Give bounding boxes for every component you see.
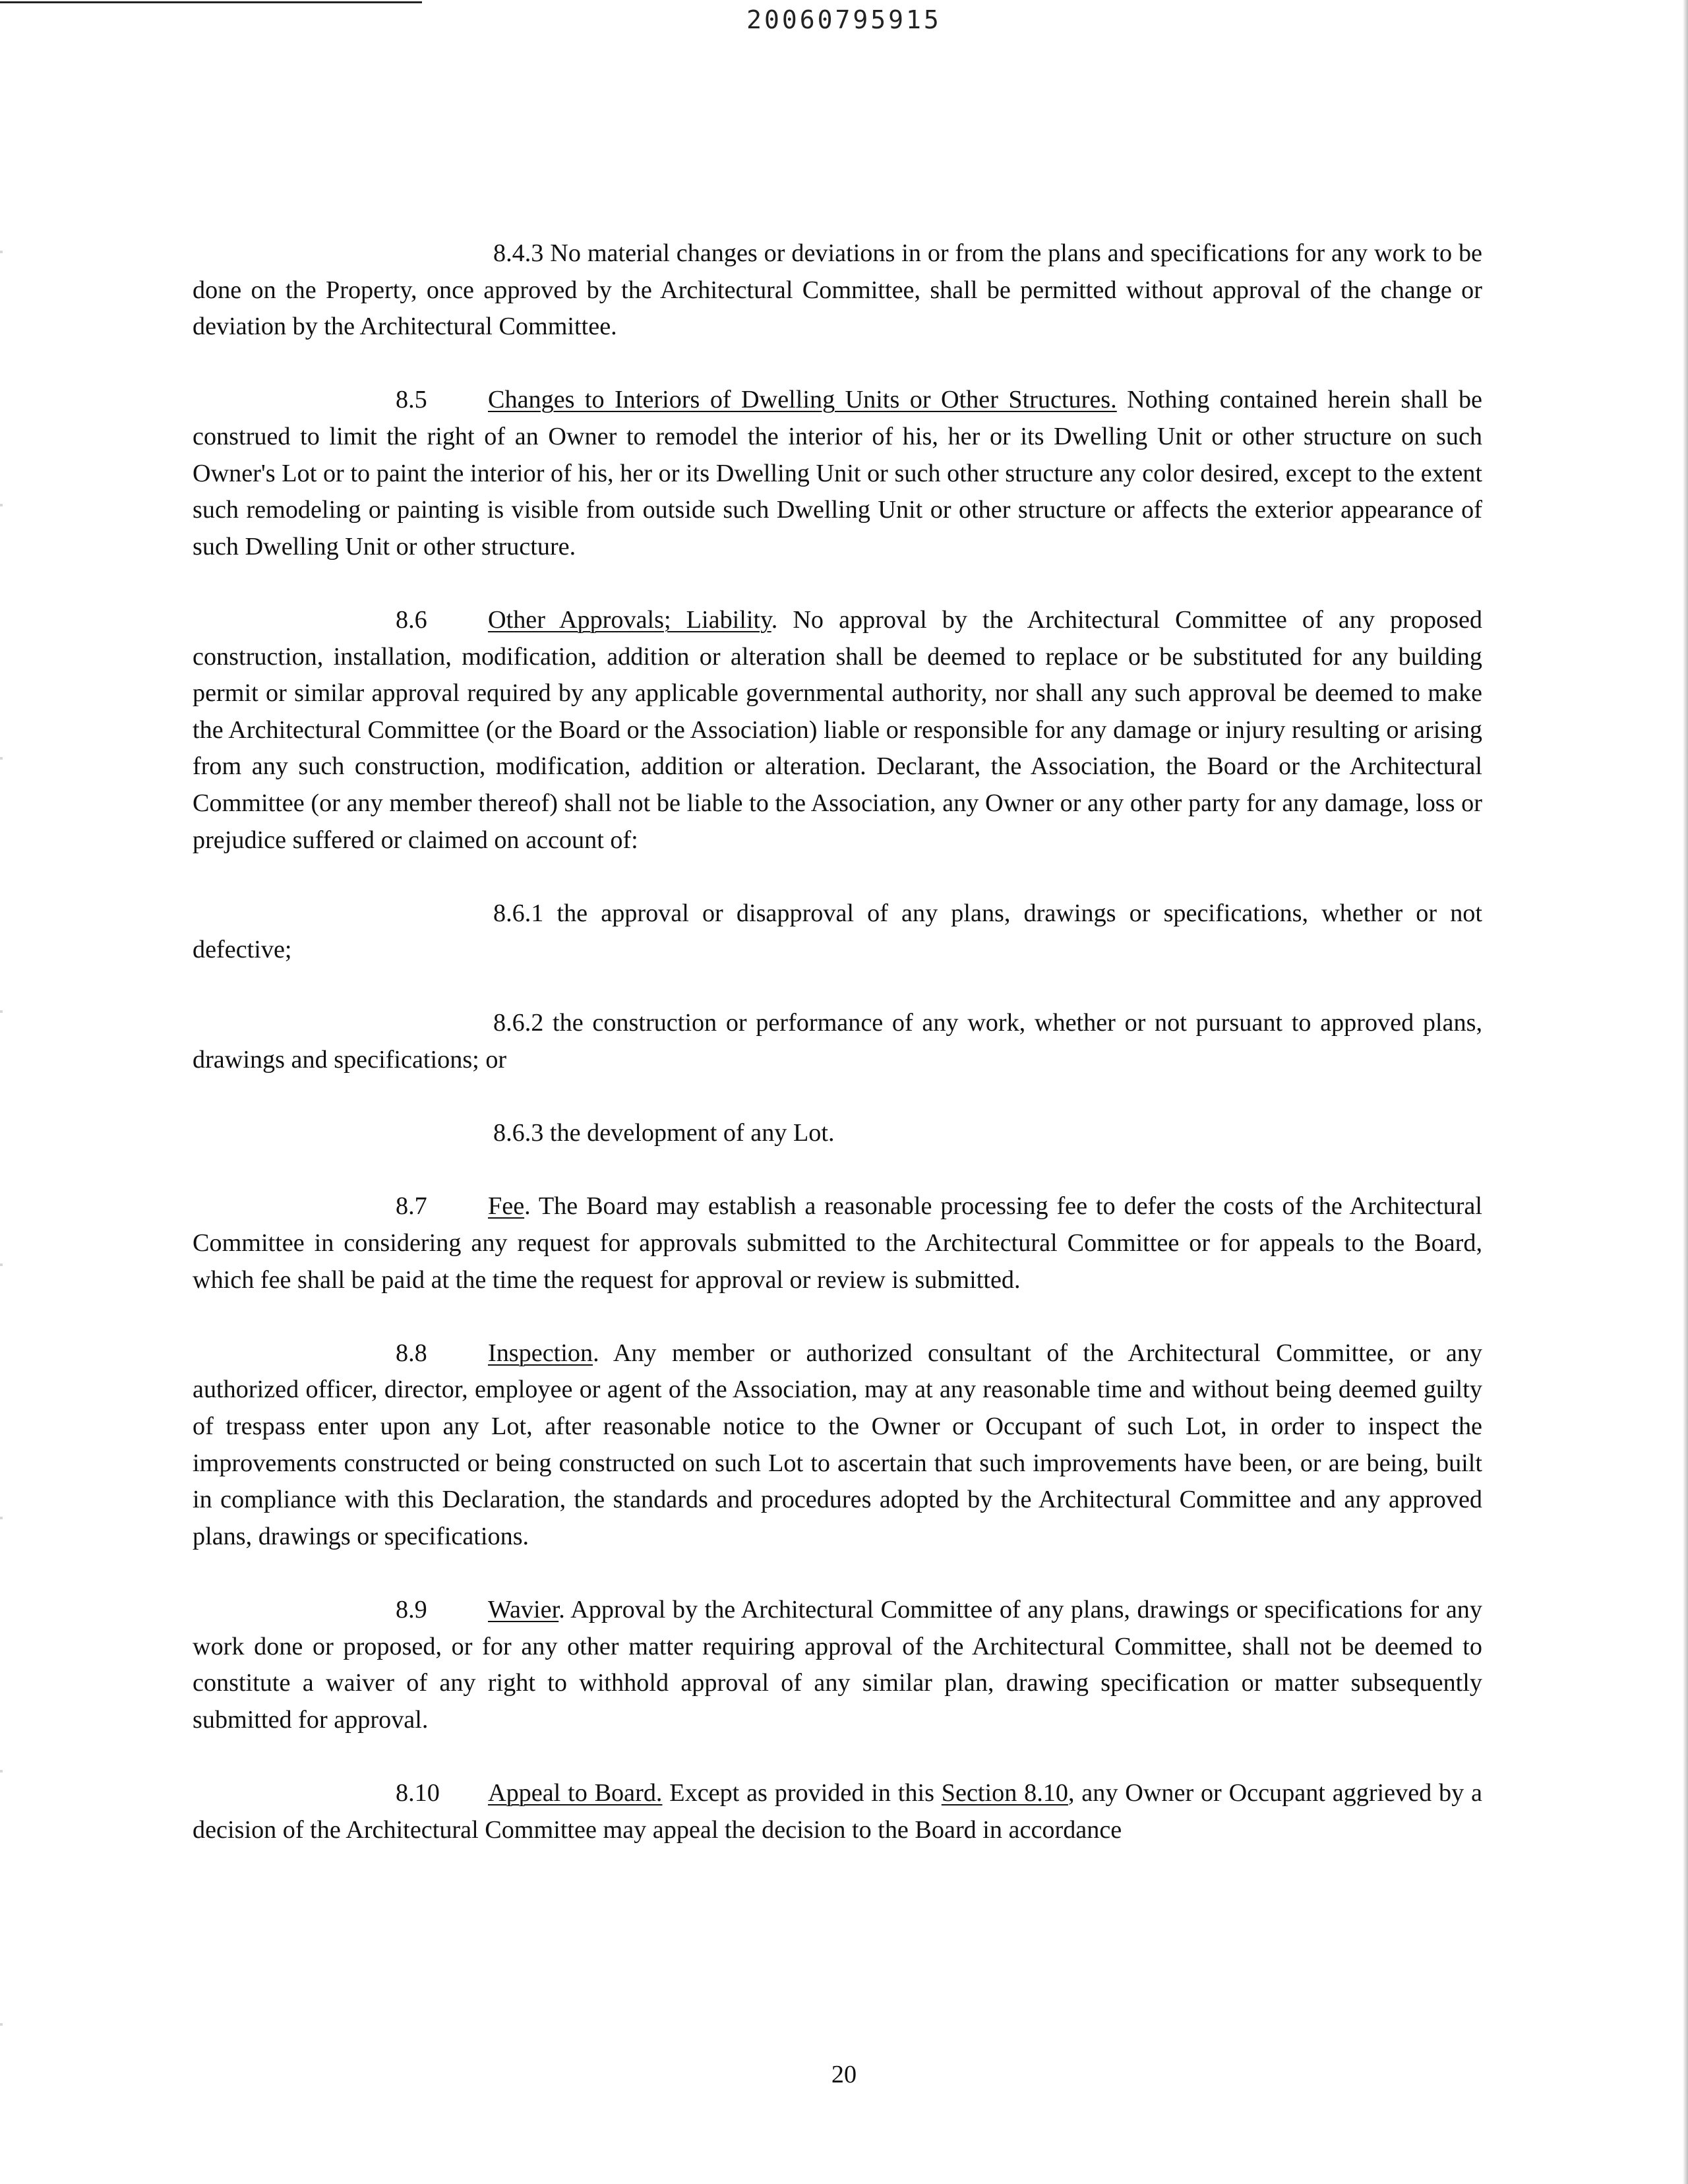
section-text: . Approval by the Architectural Committee of any plans, drawings or specifications for any work done or proposed, or for any other matter requiring approval of the Architectural Committee, shall not be deemed to constitute a waiver of any right to withhold approval of any similar plan, drawing specification or matter subsequently submitted for approval. [193, 1595, 1482, 1734]
paragraph-8-9 [193, 1592, 1482, 1738]
section-number: 8.9 [396, 1595, 427, 1623]
section-text: . The Board may establish a reasonable processing fee to defer the costs of the Architectural Committee in considering any request for approvals submitted to the Architectural Committee or for appeals to the Board, which fee shall be paid at the time the request for approval or review is submitted. [193, 1192, 1482, 1294]
paragraph-8-6 [193, 602, 1482, 859]
section-heading: Fee [488, 1192, 525, 1221]
section-heading: Changes to Interiors of Dwelling Units or Other Structures. [488, 386, 1117, 414]
top-rule [0, 1, 422, 3]
paragraph-8-6-1: 8.6.1 the approval or disapproval of any plans, drawings or specifications, whether or not defective; [193, 899, 1482, 964]
paragraph-8-6-2: 8.6.2 the construction or performance of any work, whether or not pursuant to approved plans, drawings and specifications; or [193, 1009, 1482, 1074]
section-number: 8.8 [396, 1339, 427, 1367]
scan-left-edge [0, 0, 3, 2184]
section-heading: Wavier [488, 1595, 559, 1623]
section-text: Except as provided in this [662, 1778, 942, 1807]
paragraph-8-7 [193, 1188, 1482, 1298]
section-text: , any Owner or Occupant aggrieved by a decision of the Architectural Committee may appeal the decision to the Board in accordance [193, 1778, 1482, 1844]
section-text: Nothing contained herein shall be construed to limit the right of an Owner to remodel the interior of his, her or its Dwelling Unit or other structure on such Owner's Lot or to paint the interior of his, her or its Dwelling Unit or such other structure any color desired, except to the extent such remodeling or painting is visible from outside such Dwelling Unit or other structure or affects the exterior appearance of such Dwelling Unit or other structure. [193, 386, 1482, 561]
section-text: . Any member or authorized consultant of the Architectural Committee, or any authorized officer, director, employee or agent of the Association, may at any reasonable time and without being deemed guilty of trespass enter upon any Lot, after reasonable notice to the Owner or Occupant of such Lot, in order to inspect the improvements constructed or being constructed on such Lot to ascertain that such improvements have been, or are being, built in compliance with this Declaration, the standards and procedures adopted by the Architectural Committee and any approved plans, drawings or specifications. [193, 1339, 1482, 1550]
section-number: 8.7 [396, 1192, 427, 1221]
paragraph-8-4-3: 8.4.3 No material changes or deviations in or from the plans and specifications for any work to be done on the Property, once approved by the Architectural Committee, shall be permitted without approval of the change or deviation by the Architectural Committee. [193, 239, 1482, 341]
section-heading: Inspection [488, 1339, 593, 1367]
paragraph-8-6-3: 8.6.3 the development of any Lot. [493, 1119, 835, 1147]
section-reference: Section 8.10 [941, 1778, 1068, 1807]
page-number: 20 [831, 2061, 857, 2088]
scan-right-edge [1683, 0, 1688, 2184]
section-number: 8.6 [396, 605, 427, 634]
section-heading: Appeal to Board. [488, 1778, 663, 1807]
paragraph-8-10 [193, 1775, 1482, 1848]
body-text [193, 235, 1482, 1885]
section-text: . No approval by the Architectural Committee of any proposed construction, installation, modification, addition or alteration shall be deemed to replace or be substituted for any building permit or similar approval required by any applicable governmental authority, nor shall any such approval be deemed to make the Architectural Committee (or the Board or the Association) liable or responsible for any damage or injury resulting or arising from any such construction, modification, addition or alteration. Declarant, the Association, the Board or the Architectural Committee (or any member thereof) shall not be liable to the Association, any Owner or any other party for any damage, loss or prejudice suffered or claimed on account of: [193, 605, 1482, 854]
section-heading: Other Approvals; Liability [488, 605, 771, 634]
paragraph-8-5 [193, 382, 1482, 565]
section-number: 8.5 [396, 386, 427, 414]
paragraph-8-8 [193, 1335, 1482, 1556]
section-number: 8.10 [396, 1778, 440, 1807]
document-number: 20060795915 [746, 5, 942, 34]
